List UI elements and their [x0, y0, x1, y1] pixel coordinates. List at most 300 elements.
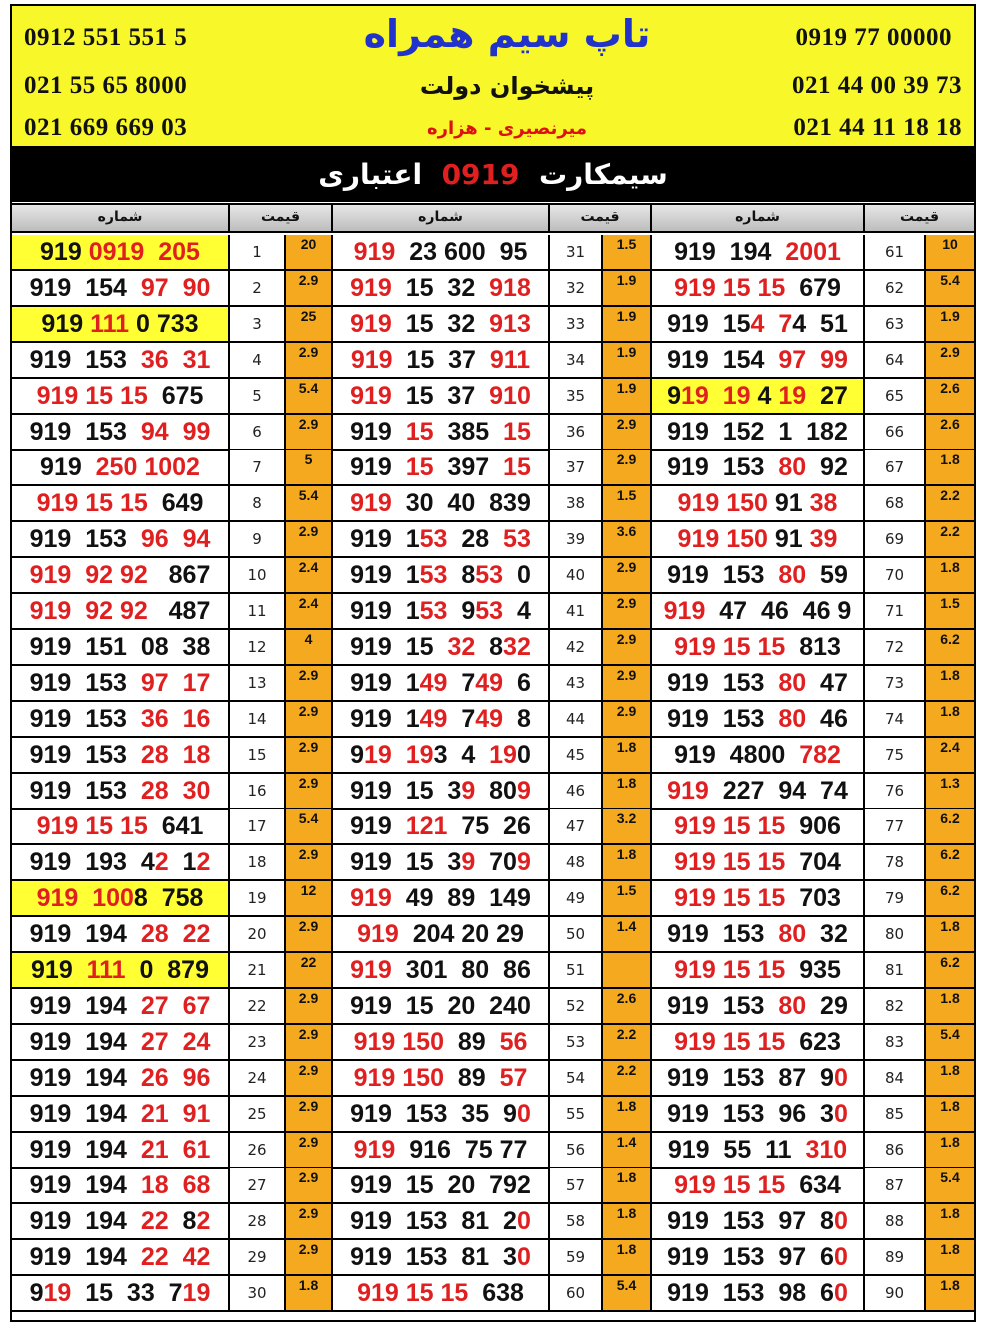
price-cell: 1.8 [926, 989, 974, 1023]
number-part-red: 919 15 15 [674, 848, 786, 877]
row-index: 76 [865, 774, 926, 808]
number-part: 919 [350, 812, 406, 841]
number-part-red: 57 [499, 1063, 528, 1092]
number-part: 919 153 81 2 [350, 1207, 517, 1236]
number-part: 919 153 [29, 776, 141, 805]
sim-number [652, 343, 865, 377]
sim-number [12, 271, 230, 305]
sim-number [12, 486, 230, 520]
number-part: 919 153 [29, 345, 141, 374]
price-cell: 1.9 [603, 343, 652, 377]
sim-number [12, 702, 230, 736]
number-part-red: 49 [419, 668, 448, 697]
row-index: 25 [230, 1097, 286, 1131]
number-part: 70 [475, 848, 517, 877]
sim-number [12, 774, 230, 808]
row-index: 7 [230, 450, 286, 484]
number-part: 15 33 7 [71, 1279, 183, 1308]
price-cell: 5.4 [286, 379, 333, 413]
row-index: 51 [550, 953, 603, 987]
sim-number [333, 1168, 550, 1202]
number-part: 91 [767, 489, 810, 518]
price-cell: 1.9 [603, 307, 652, 341]
row-index: 54 [550, 1061, 603, 1095]
number-part-red: 19 [43, 1279, 72, 1308]
number-part: 385 [433, 417, 504, 446]
number-part-red: 19 [405, 740, 434, 769]
price-cell: 2.6 [603, 989, 652, 1023]
number-part-red: 90 [182, 273, 211, 302]
number-part: 0 [516, 740, 531, 769]
number-part: 919 194 [29, 1063, 141, 1092]
number-part-red: 53 [503, 525, 531, 554]
row-index: 32 [550, 271, 603, 305]
number-part-red: 19 [489, 740, 517, 769]
sim-number [652, 379, 865, 413]
price-cell: 2.9 [286, 1097, 333, 1131]
sim-number [333, 702, 550, 736]
sim-number [652, 666, 865, 700]
row-index: 42 [550, 630, 603, 664]
row-index: 59 [550, 1240, 603, 1274]
table-row [12, 415, 974, 451]
row-index: 58 [550, 1204, 603, 1238]
row-index: 78 [865, 845, 926, 879]
number-part [169, 992, 183, 1020]
number-part: 919 154 [667, 345, 779, 374]
number-part-red: 21 [140, 1135, 169, 1164]
row-index: 84 [865, 1061, 926, 1095]
number-part-red: 919 15 15 [36, 812, 148, 841]
number-part: 935 [785, 956, 841, 984]
sim-number [12, 235, 230, 269]
number-part-red: 36 [140, 345, 169, 374]
number-part-red: 2 [154, 848, 169, 877]
number-part-red: 919 15 15 [674, 956, 786, 984]
number-part-red: 99 [820, 345, 848, 374]
price-cell: 2.9 [286, 271, 333, 305]
row-index: 40 [550, 558, 603, 592]
number-part: 919 194 [29, 1243, 141, 1272]
table-row [12, 809, 974, 845]
number-part-red: 111 [90, 309, 130, 338]
number-part: 919 1 [350, 704, 420, 733]
sim-number [652, 917, 865, 951]
row-index: 75 [865, 738, 926, 772]
price-cell: 1.8 [286, 1276, 333, 1310]
number-part [709, 382, 723, 410]
number-part: 80 [475, 776, 517, 805]
number-part-red: 16 [182, 704, 211, 733]
row-index: 6 [230, 415, 286, 449]
number-part: 867 [147, 561, 211, 590]
number-part [806, 346, 820, 374]
number-part: 919 153 [667, 704, 779, 733]
price-cell: 1.8 [926, 1097, 974, 1131]
number-part-red: 919 15 15 [674, 812, 786, 841]
row-index: 22 [230, 989, 286, 1023]
sim-number [12, 738, 230, 772]
row-index: 71 [865, 594, 926, 628]
number-part [169, 1136, 183, 1164]
sim-number [12, 1097, 230, 1131]
row-index: 41 [550, 594, 603, 628]
number-part-red: 919 15 15 [36, 381, 148, 410]
price-cell: 2.4 [286, 558, 333, 592]
number-part: 919 [350, 417, 406, 446]
row-index: 23 [230, 1025, 286, 1059]
row-index: 2 [230, 271, 286, 305]
table-row [12, 450, 974, 486]
number-part: 916 75 77 [395, 1135, 528, 1164]
number-part [169, 1243, 183, 1271]
col-number-3: شماره [652, 205, 865, 231]
number-part: 46 [806, 704, 848, 733]
sim-number [333, 738, 550, 772]
number-part-red: 782 [799, 740, 841, 769]
price-cell: 2.9 [286, 1025, 333, 1059]
table-header [12, 203, 974, 233]
sim-number [652, 1061, 865, 1095]
table-row [12, 702, 974, 738]
number-part: 649 [147, 489, 204, 518]
row-index: 57 [550, 1168, 603, 1202]
number-part: 919 194 [674, 238, 786, 266]
number-part: 919 55 11 [667, 1135, 806, 1164]
number-part: 9 [447, 597, 476, 625]
row-index: 13 [230, 666, 286, 700]
number-part-red: 80 [778, 991, 807, 1020]
price-cell: 2.2 [926, 522, 974, 556]
number-part-red: 38 [809, 489, 838, 518]
row-index: 83 [865, 1025, 926, 1059]
table-row [12, 271, 974, 307]
number-part: 919 194 [29, 1135, 141, 1164]
sim-number [652, 450, 865, 484]
price-cell: 1.8 [603, 738, 652, 772]
number-part-red: 919 15 15 [357, 1279, 469, 1308]
table-row [12, 1204, 974, 1240]
price-cell: 1.8 [926, 1204, 974, 1238]
number-part-red: 0919 [88, 238, 145, 266]
price-cell: 2.9 [603, 702, 652, 736]
number-part-red: 4 [750, 309, 765, 338]
number-part: 919 153 97 6 [667, 1243, 834, 1272]
number-part-red: 53 [475, 597, 504, 625]
number-part-red: 2 [196, 1207, 211, 1236]
number-part: 15 32 [391, 309, 490, 338]
sim-number [12, 1061, 230, 1095]
sim-number [333, 271, 550, 305]
price-cell: 2.9 [286, 1204, 333, 1238]
row-index: 16 [230, 774, 286, 808]
number-part-red: 49 [419, 704, 448, 733]
sim-number [333, 307, 550, 341]
row-index: 19 [230, 881, 286, 915]
sim-number [652, 235, 865, 269]
number-part: 15 32 [391, 273, 490, 302]
table-row [12, 917, 974, 953]
left-phone-2: 021 55 65 8000 [24, 72, 188, 99]
sim-number [652, 558, 865, 592]
number-part: 8 [447, 561, 476, 590]
sim-number [12, 522, 230, 556]
number-part [169, 418, 183, 446]
row-index: 87 [865, 1168, 926, 1202]
number-part-red: 2 [196, 848, 211, 877]
number-part-red: 919 [353, 1135, 396, 1164]
table-row [12, 630, 974, 666]
row-index: 44 [550, 702, 603, 736]
number-part: 919 194 [29, 1171, 141, 1200]
number-part-red: 80 [778, 668, 807, 697]
number-part-red: 919 15 15 [674, 273, 786, 302]
number-part: 29 [806, 991, 848, 1020]
number-part-red: 22 [140, 1207, 169, 1236]
number-part-red: 53 [475, 561, 504, 590]
number-part: 28 [447, 525, 504, 554]
number-part-red: 121 [405, 812, 448, 841]
row-index: 3 [230, 307, 286, 341]
price-cell: 1.8 [603, 845, 652, 879]
row-index: 46 [550, 774, 603, 808]
number-part-red: 67 [182, 991, 211, 1020]
number-part: 919 153 [29, 525, 141, 554]
number-part-red: 80 [778, 453, 807, 482]
number-part: 7 [447, 704, 476, 733]
number-part: 3 4 [433, 740, 490, 769]
number-part: 89 [443, 1027, 500, 1056]
sim-number [333, 486, 550, 520]
row-index: 64 [865, 343, 926, 377]
sim-number [12, 917, 230, 951]
price-cell: 1.8 [603, 1168, 652, 1202]
number-part: 919 1 [350, 561, 420, 590]
price-cell: 5.4 [926, 271, 974, 305]
number-part-red: 97 [778, 345, 807, 374]
number-part: 8 [503, 704, 531, 733]
price-cell: 2.9 [603, 630, 652, 664]
number-part-red: 68 [182, 1171, 211, 1200]
table-row [12, 1133, 974, 1169]
number-part: 919 153 [29, 417, 141, 446]
price-cell: 5 [286, 450, 333, 484]
sim-number [12, 558, 230, 592]
sim-number [652, 1240, 865, 1274]
row-index: 21 [230, 953, 286, 987]
number-part: 623 [785, 1027, 841, 1056]
row-index: 56 [550, 1133, 603, 1167]
number-part: 919 154 [29, 273, 141, 302]
number-part-red: 919 [357, 920, 399, 949]
price-cell: 2.9 [286, 1061, 333, 1095]
price-cell: 1.8 [926, 702, 974, 736]
number-part-red: 919 [350, 273, 392, 302]
sim-number [333, 1133, 550, 1167]
sim-number [652, 415, 865, 449]
price-cell: 4 [286, 630, 333, 664]
number-part-red: 919 150 [677, 489, 768, 518]
number-part-red: 250 1002 [95, 453, 200, 482]
shop-subtitle: پیشخوان دولت [419, 72, 595, 100]
number-part [169, 1028, 183, 1056]
number-part-red: 94 [140, 417, 169, 446]
price-cell: 1.4 [603, 917, 652, 951]
row-index: 39 [550, 522, 603, 556]
left-phone-1: 0912 551 551 5 [24, 24, 188, 51]
price-cell: 2.9 [286, 1133, 333, 1167]
sim-number [652, 989, 865, 1023]
number-part: 204 20 29 [398, 920, 524, 949]
price-cell: 1.5 [603, 235, 652, 269]
price-cell: 1.4 [603, 1133, 652, 1167]
sim-number [333, 1240, 550, 1274]
row-index: 33 [550, 307, 603, 341]
row-index: 45 [550, 738, 603, 772]
number-part-red: 205 [158, 238, 200, 266]
row-index: 36 [550, 415, 603, 449]
number-part-red: 2001 [785, 238, 841, 266]
row-index: 12 [230, 630, 286, 664]
number-part: 919 153 [667, 991, 779, 1020]
sim-number [652, 774, 865, 808]
sim-number [333, 917, 550, 951]
number-part: 919 153 [29, 668, 141, 697]
sim-number [12, 415, 230, 449]
sim-number [652, 738, 865, 772]
number-part: 704 [785, 848, 841, 877]
price-cell: 5.4 [926, 1168, 974, 1202]
sim-number [652, 1025, 865, 1059]
price-cell: 2.9 [286, 738, 333, 772]
number-part-red: 919 15 15 [674, 632, 786, 661]
table-row [12, 558, 974, 594]
number-part-red: 31 [182, 345, 211, 374]
price-list-sheet [10, 4, 976, 1322]
number-part-red: 919 150 [353, 1063, 444, 1092]
row-index: 81 [865, 953, 926, 987]
row-index: 38 [550, 486, 603, 520]
number-part: 679 [785, 273, 841, 302]
price-cell: 1.8 [926, 666, 974, 700]
price-cell: 6.2 [926, 953, 974, 987]
number-part: 919 193 4 [29, 848, 155, 877]
row-index: 85 [865, 1097, 926, 1131]
number-part-red: 0 [833, 1279, 848, 1308]
number-part: 634 [785, 1171, 841, 1200]
number-part-red: 32 [447, 632, 476, 661]
number-part: 919 151 08 38 [29, 632, 211, 661]
number-part-red: 15 [503, 453, 531, 482]
number-part: 919 153 81 3 [350, 1243, 517, 1272]
price-cell: 1.8 [603, 1204, 652, 1238]
sim-number [333, 1204, 550, 1238]
price-cell: 2.9 [603, 415, 652, 449]
number-part-red: 19 [778, 381, 807, 410]
number-part-red: 918 [489, 273, 531, 302]
number-part: 919 [350, 453, 406, 482]
number-part: 919 194 [29, 920, 141, 949]
number-part-red: 27 [140, 1027, 169, 1056]
number-part-red: 0 [833, 1063, 848, 1092]
number-part: 919 15 [667, 309, 751, 338]
number-part-red: 61 [182, 1135, 211, 1164]
row-index: 61 [865, 235, 926, 269]
number-part: 47 [806, 668, 848, 697]
number-part: 919 15 3 [350, 848, 462, 877]
row-index: 27 [230, 1168, 286, 1202]
number-part-red: 919 [667, 776, 709, 805]
price-cell: 1.8 [926, 1240, 974, 1274]
row-index: 31 [550, 235, 603, 269]
table-row [12, 1276, 974, 1312]
row-index: 5 [230, 379, 286, 413]
number-part-red: 32 [503, 632, 531, 661]
col-price-1: قیمت [230, 205, 333, 231]
number-part-red: 36 [140, 704, 169, 733]
shop-location: میرنصیری - هزاره [426, 118, 588, 139]
number-part: 487 [147, 597, 211, 625]
table-row [12, 235, 974, 271]
number-part-red: 919 15 15 [674, 1171, 786, 1200]
number-part [764, 310, 778, 338]
price-cell: 5.4 [926, 1025, 974, 1059]
price-cell: 1.8 [926, 1133, 974, 1167]
number-part: 23 600 95 [395, 238, 528, 266]
price-cell: 2.6 [926, 415, 974, 449]
row-index: 1 [230, 235, 286, 269]
row-index: 48 [550, 845, 603, 879]
number-part: 32 [806, 920, 848, 949]
number-part [169, 777, 183, 805]
row-index: 15 [230, 738, 286, 772]
price-cell: 2.9 [286, 845, 333, 879]
number-part-red: 15 [503, 417, 531, 446]
number-part-red: 0 [833, 1207, 848, 1236]
number-part-red: 919 92 92 [29, 561, 148, 590]
number-part: 919 [40, 453, 96, 482]
sim-number [12, 809, 230, 843]
sim-number [652, 486, 865, 520]
sim-number [12, 1276, 230, 1310]
row-index: 74 [865, 702, 926, 736]
sim-number [12, 1133, 230, 1167]
table-row [12, 594, 974, 630]
number-part-red: 9 [516, 848, 531, 877]
number-part: 4 [503, 597, 531, 625]
sim-number [12, 379, 230, 413]
sim-number [652, 845, 865, 879]
price-cell: 22 [286, 953, 333, 987]
price-cell: 2.9 [286, 666, 333, 700]
price-cell: 2.9 [926, 343, 974, 377]
sim-number [652, 1276, 865, 1310]
number-part: 919 4800 [674, 740, 800, 769]
number-part-red: 100 [92, 884, 134, 913]
table-row [12, 953, 974, 989]
number-part-red: 22 [140, 1243, 169, 1272]
number-part: 4 51 [792, 309, 848, 338]
number-part-red: 19 [364, 740, 392, 769]
number-part-red: 94 [182, 525, 211, 554]
number-part-red: 9 [461, 776, 476, 805]
sim-number [333, 953, 550, 987]
number-part: 92 [806, 453, 848, 482]
sim-number [333, 1025, 550, 1059]
number-part-red: 9 [461, 848, 476, 877]
number-part: 919 153 [29, 704, 141, 733]
price-cell: 3.2 [603, 809, 652, 843]
